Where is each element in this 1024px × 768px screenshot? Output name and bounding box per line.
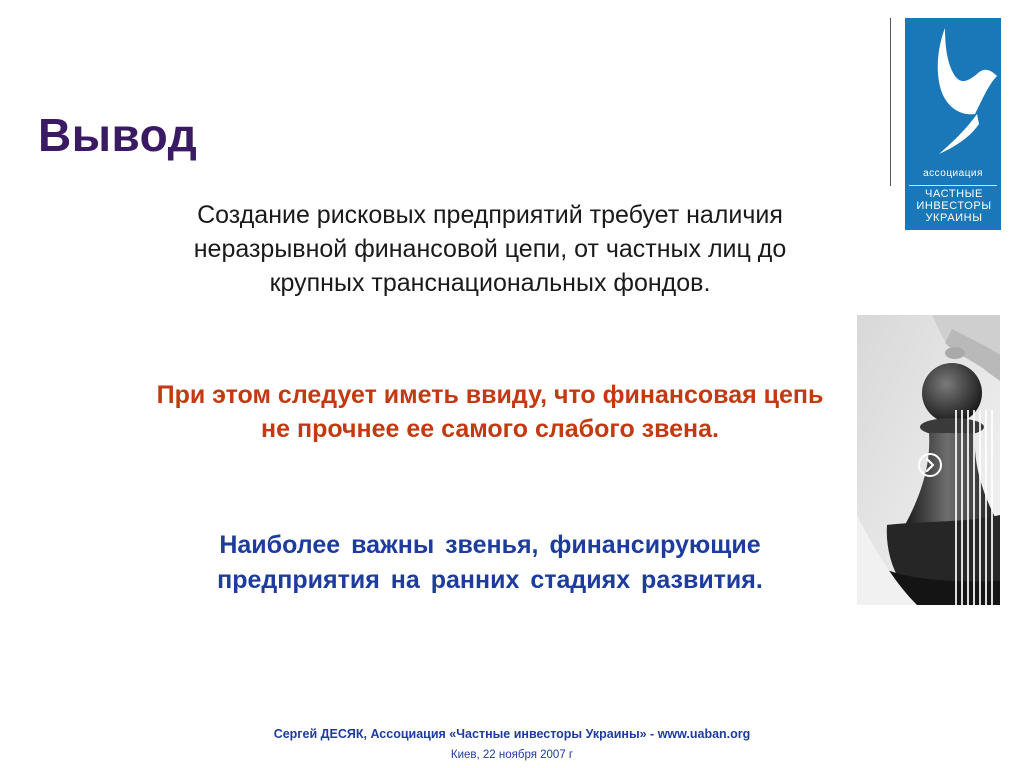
logo-name-line-3: УКРАИНЫ [925,212,983,224]
slide-title: Вывод [38,109,198,161]
dove-icon [905,18,1001,168]
paragraph-conclusion: Наиболее важны звенья, финансирующие предприятия на ранних стадиях развития. [217,531,763,594]
logo-name-line-1: ЧАСТНЫЕ [925,188,983,200]
logo-association-label: ассоциация [923,168,983,179]
paragraph-intro: Создание рисковых предприятий требует наличия неразрывной финансовой цепи, от частных лиц до крупных транснациональных фондов. [193,201,787,297]
logo-separator [909,185,997,186]
footer-author: Сергей ДЕСЯК, Ассоциация «Частные инвесторы Украины» - www.uaban.org [273,727,751,741]
footer-date: Киев, 22 ноября 2007 г [450,749,574,761]
logo-name [908,188,1000,224]
association-logo [905,18,1001,230]
divider-line [890,18,891,186]
logo-name-line-2: ИНВЕСТОРЫ [916,200,992,212]
paragraph-warning: При этом следует иметь ввиду, что финансовая цепь не прочнее ее самого слабого звена. [156,381,824,443]
chevron-right-circle-icon[interactable] [916,451,944,479]
